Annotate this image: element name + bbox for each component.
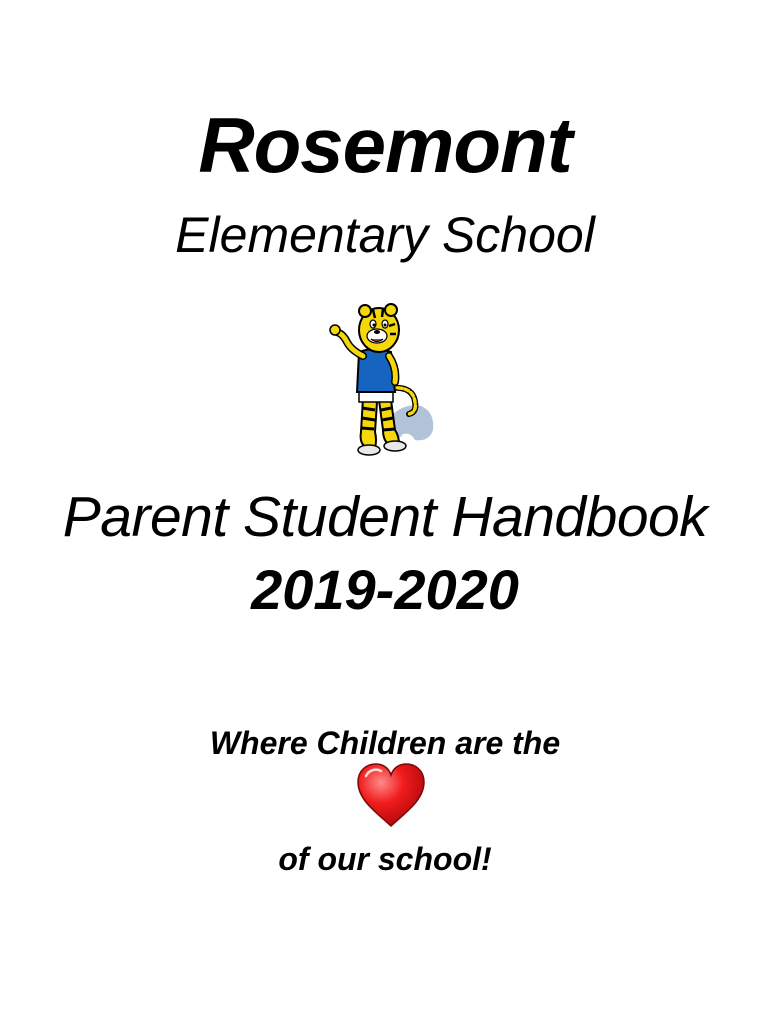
slogan-line-end: of our school! (278, 841, 492, 877)
school-name-title: Rosemont (198, 101, 572, 189)
handbook-title: Parent Student Handbook (62, 485, 708, 549)
school-year: 2019-2020 (251, 558, 519, 621)
heart-icon (356, 762, 426, 828)
slogan-line-start: Where Children are the (209, 725, 561, 761)
school-type-subtitle: Elementary School (175, 207, 595, 263)
tiger-mascot-icon (325, 302, 445, 460)
